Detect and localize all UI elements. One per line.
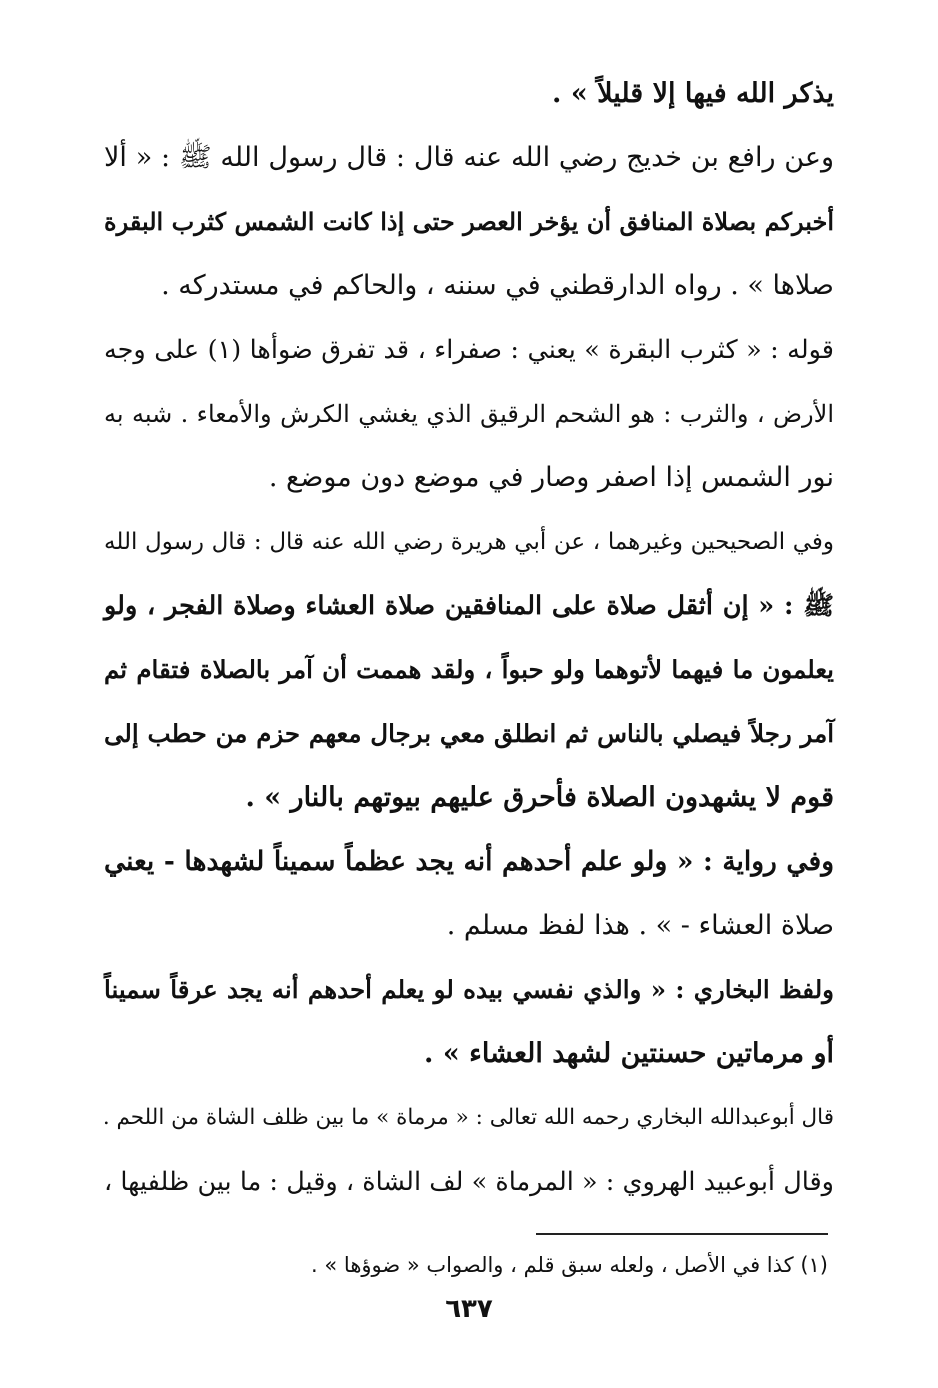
text-line-1: يذكر الله فيها إلا قليلاً » . [552, 78, 834, 109]
footnote: (١) كذا في الأصل ، ولعله سبق قلم ، والصواب « ضوؤها » . [311, 1253, 828, 1277]
text-line-16: أو مرماتين حسنتين لشهد العشاء » . [424, 1038, 834, 1069]
text-line-9: ﷺ : « إن أثقل صلاة على المنافقين صلاة العشاء وصلاة الفجر ، ولو [104, 591, 834, 621]
text-line-5: قوله : « كثرب البقرة » يعني : صفراء ، قد تفرق ضوأها (١) على وجه [104, 335, 834, 365]
text-line-2: وعن رافع بن خديج رضي الله عنه قال : قال رسول الله ﷺ : « ألا [104, 142, 834, 173]
text-line-10: يعلمون ما فيهما لأتوهما ولو حبواً ، ولقد هممت أن آمر بالصلاة فتقام ثم [104, 655, 834, 684]
page-body [104, 62, 834, 1214]
text-line-3: أخبركم بصلاة المنافق أن يؤخر العصر حتى إذا كانت الشمس كثرب البقرة [104, 207, 834, 236]
text-line-12: قوم لا يشهدون الصلاة فأحرق عليهم بيوتهم بالنار » . [245, 782, 834, 813]
text-line-11: آمر رجلاً فيصلي بالناس ثم انطلق معي برجال معهم حزم من حطب إلى [104, 719, 834, 748]
text-line-15: ولفظ البخاري : « والذي نفسي بيده لو يعلم أحدهم أنه يجد عرقاً سميناً [104, 975, 834, 1004]
text-line-14: صلاة العشاء - » . هذا لفظ مسلم . [446, 910, 834, 941]
text-line-17: قال أبوعبدالله البخاري رحمه الله تعالى : « مرماة » ما بين ظلف الشاة من اللحم . [102, 1105, 834, 1130]
text-line-18: وقال أبوعبيد الهروي : « المرماة » لف الشاة ، وقيل : ما بين ظلفيها ، [104, 1167, 834, 1197]
text-line-6: الأرض ، والثرب : هو الشحم الرقيق الذي يغشي الكرش والأمعاء . شبه به [104, 400, 834, 428]
text-line-4: صلاها » . رواه الدارقطني في سننه ، والحاكم في مستدركه . [161, 270, 834, 301]
footnote-separator [536, 1233, 828, 1235]
text-line-13: وفي رواية : « ولو علم أحدهم أنه يجد عظماً سميناً لشهدها - يعني [104, 846, 834, 877]
page-number: ٦٣٧ [445, 1294, 493, 1324]
text-line-7: نور الشمس إذا اصفر وصار في موضع دون موضع . [268, 462, 834, 493]
text-line-8: وفي الصحيحين وغيرهما ، عن أبي هريرة رضي الله عنه قال : قال رسول الله [104, 529, 834, 555]
